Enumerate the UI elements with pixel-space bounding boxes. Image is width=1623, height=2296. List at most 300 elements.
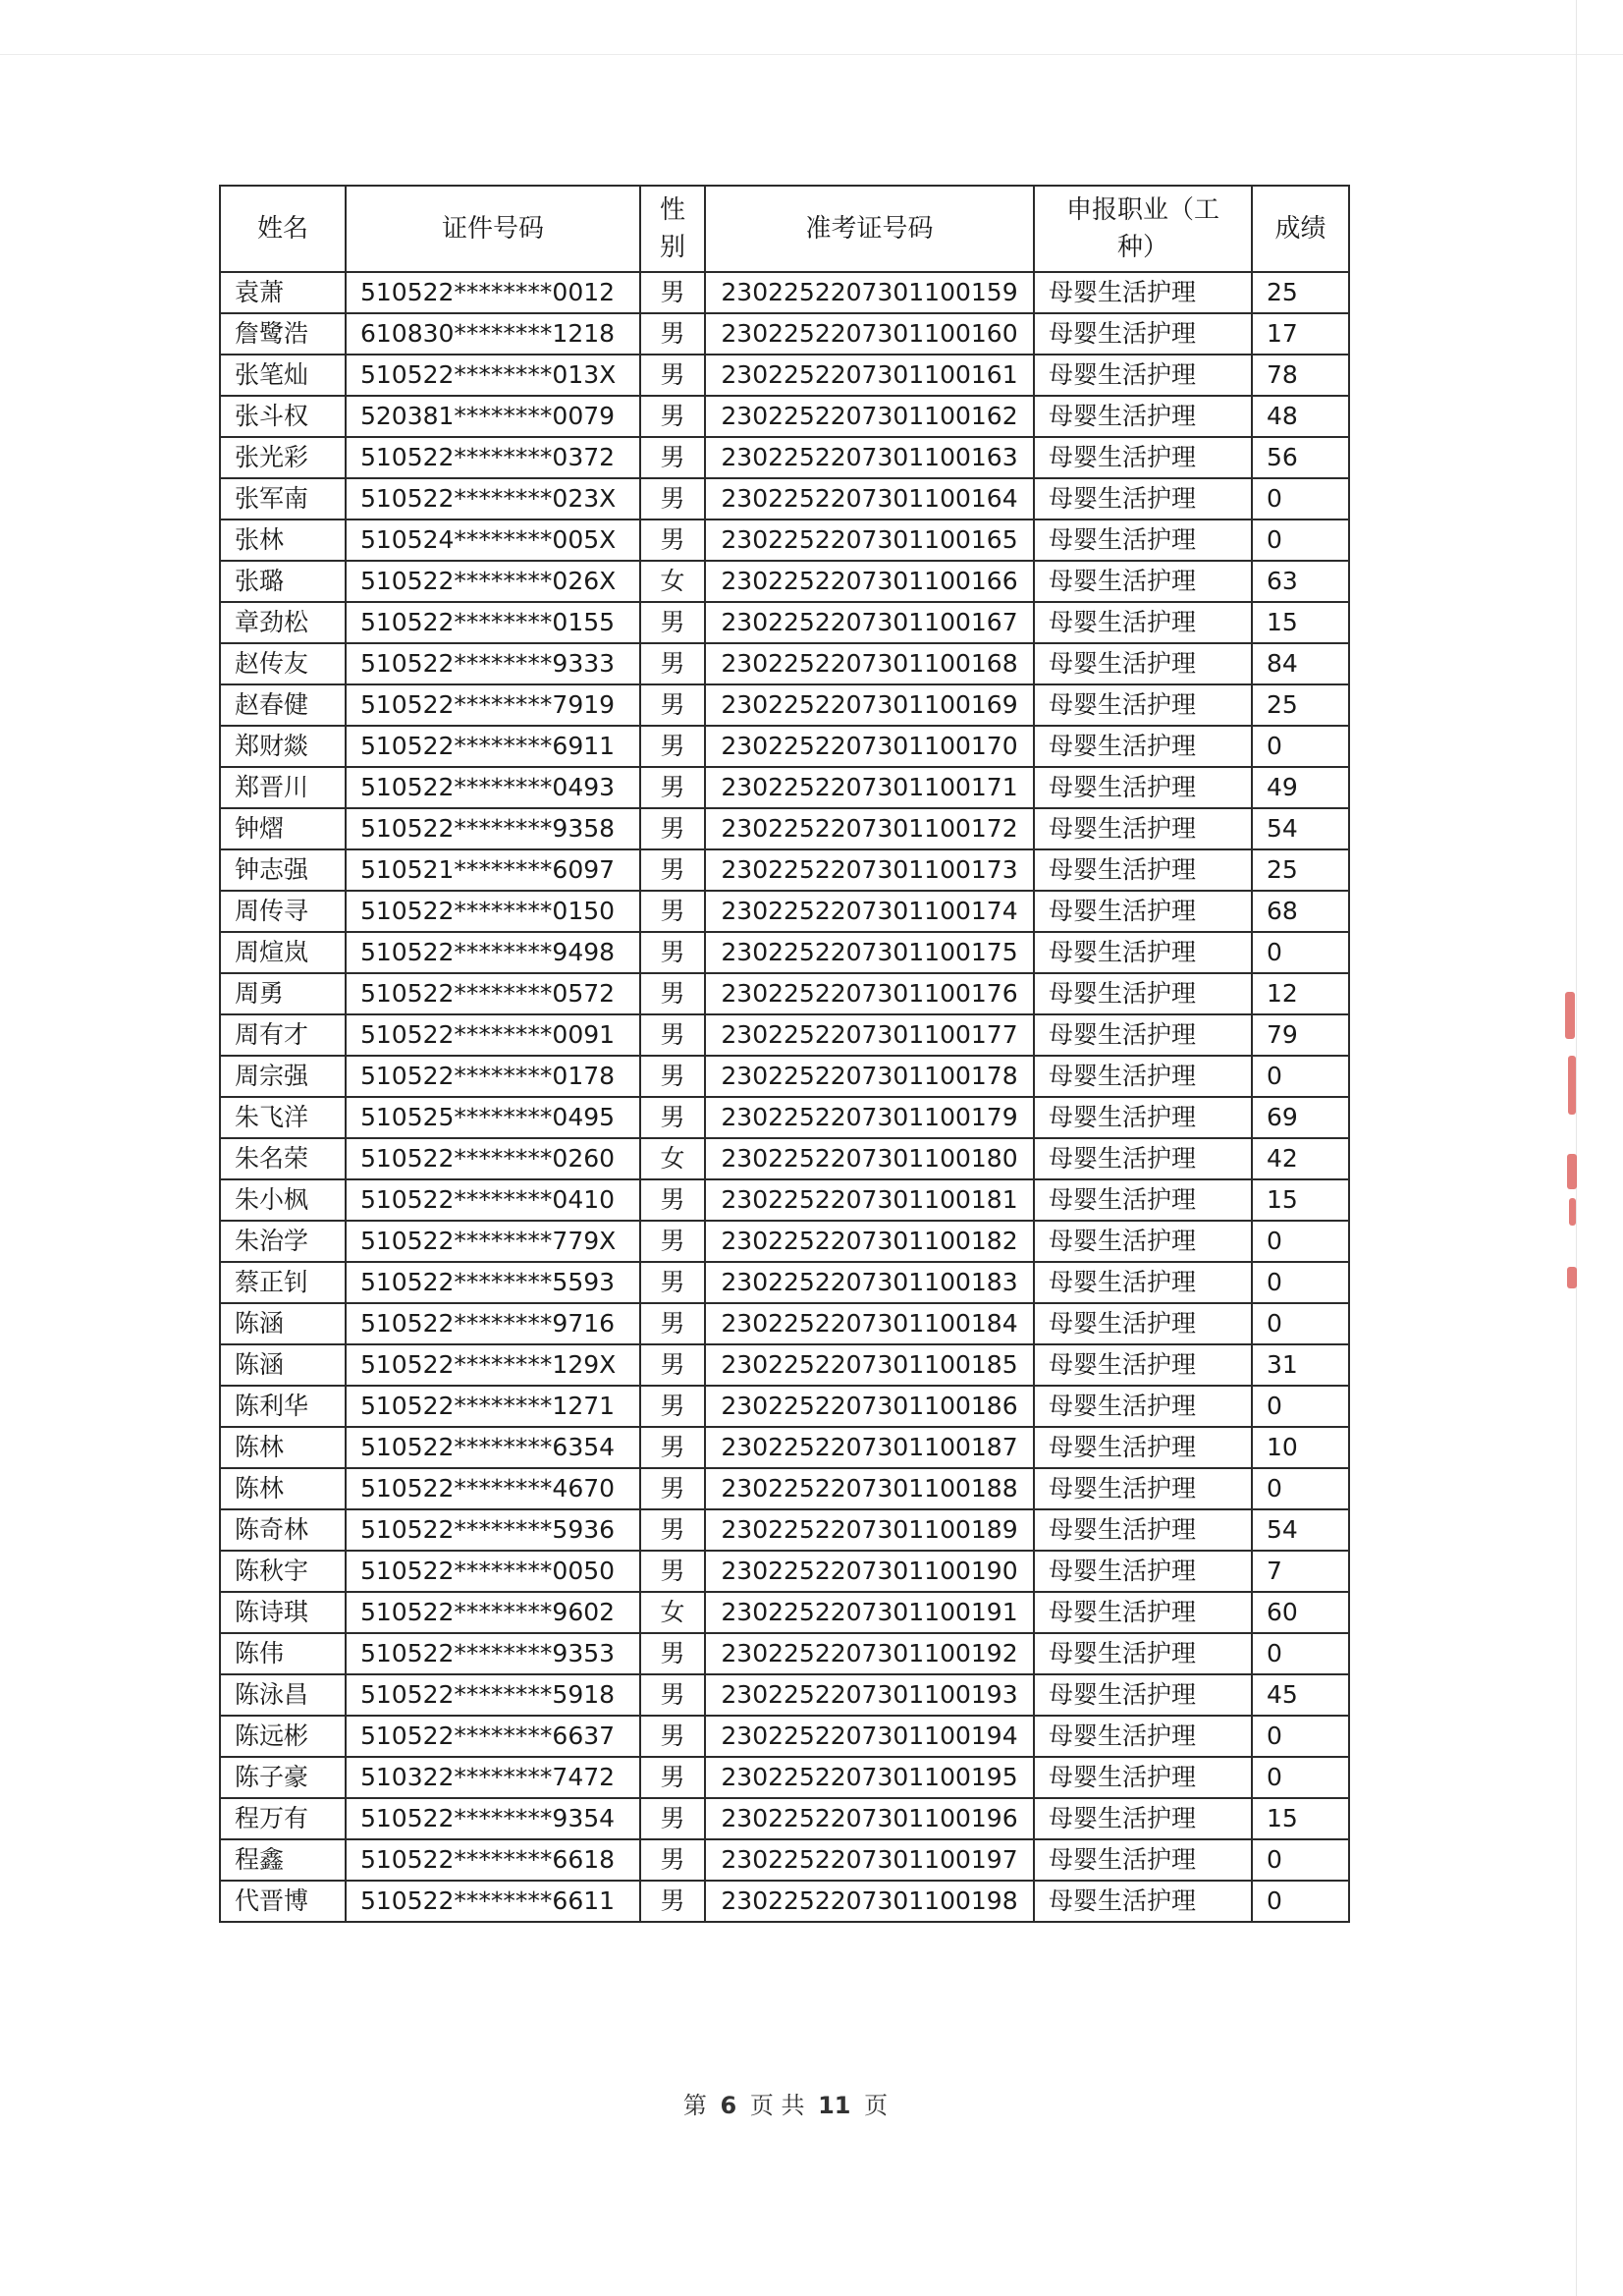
cell-name: 朱治学 — [220, 1221, 346, 1262]
cell-occupation: 母婴生活护理 — [1034, 1798, 1252, 1839]
cell-exam-number: 2302252207301100172 — [705, 808, 1034, 849]
cell-score: 12 — [1252, 973, 1349, 1014]
cell-id-number: 510522********129X — [346, 1344, 640, 1386]
cell-exam-number: 2302252207301100166 — [705, 561, 1034, 602]
cell-id-number: 510522********026X — [346, 561, 640, 602]
cell-id-number: 510522********0372 — [346, 437, 640, 478]
cell-id-number: 510522********1271 — [346, 1386, 640, 1427]
cell-score: 60 — [1252, 1592, 1349, 1633]
cell-occupation: 母婴生活护理 — [1034, 849, 1252, 891]
cell-score: 15 — [1252, 1179, 1349, 1221]
cell-name: 陈林 — [220, 1427, 346, 1468]
cell-id-number: 510525********0495 — [346, 1097, 640, 1138]
cell-score: 63 — [1252, 561, 1349, 602]
cell-occupation: 母婴生活护理 — [1034, 1592, 1252, 1633]
table-row — [220, 767, 1349, 808]
table-row — [220, 1138, 1349, 1179]
cell-name: 章劲松 — [220, 602, 346, 643]
cell-score: 0 — [1252, 478, 1349, 519]
cell-exam-number: 2302252207301100180 — [705, 1138, 1034, 1179]
cell-name: 张斗权 — [220, 396, 346, 437]
table-row — [220, 849, 1349, 891]
cell-score: 0 — [1252, 1839, 1349, 1881]
cell-exam-number: 2302252207301100164 — [705, 478, 1034, 519]
cell-occupation: 母婴生活护理 — [1034, 561, 1252, 602]
cell-id-number: 510322********7472 — [346, 1757, 640, 1798]
cell-gender: 男 — [640, 1881, 705, 1922]
cell-score: 0 — [1252, 1303, 1349, 1344]
footer-suffix: 页 — [864, 2092, 889, 2119]
cell-occupation: 母婴生活护理 — [1034, 272, 1252, 313]
table-row — [220, 1716, 1349, 1757]
cell-id-number: 510522********7919 — [346, 684, 640, 726]
cell-score: 0 — [1252, 519, 1349, 561]
cell-occupation: 母婴生活护理 — [1034, 1881, 1252, 1922]
cell-occupation: 母婴生活护理 — [1034, 1386, 1252, 1427]
cell-name: 周勇 — [220, 973, 346, 1014]
cell-exam-number: 2302252207301100159 — [705, 272, 1034, 313]
cell-score: 79 — [1252, 1014, 1349, 1056]
cell-id-number: 510522********0150 — [346, 891, 640, 932]
cell-gender: 女 — [640, 561, 705, 602]
cell-gender: 男 — [640, 1839, 705, 1881]
table-row — [220, 1427, 1349, 1468]
footer-prefix: 第 — [682, 2092, 707, 2119]
table-row — [220, 1386, 1349, 1427]
cell-id-number: 510522********9333 — [346, 643, 640, 684]
cell-exam-number: 2302252207301100193 — [705, 1674, 1034, 1716]
cell-name: 张笔灿 — [220, 355, 346, 396]
cell-score: 15 — [1252, 602, 1349, 643]
cell-occupation: 母婴生活护理 — [1034, 1468, 1252, 1509]
scan-edge-top — [0, 54, 1623, 55]
cell-id-number: 510522********779X — [346, 1221, 640, 1262]
cell-exam-number: 2302252207301100178 — [705, 1056, 1034, 1097]
table-row — [220, 519, 1349, 561]
cell-exam-number: 2302252207301100182 — [705, 1221, 1034, 1262]
cell-gender: 男 — [640, 1262, 705, 1303]
cell-name: 郑晋川 — [220, 767, 346, 808]
cell-exam-number: 2302252207301100184 — [705, 1303, 1034, 1344]
table-row — [220, 1179, 1349, 1221]
cell-id-number: 610830********1218 — [346, 313, 640, 355]
cell-gender: 女 — [640, 1592, 705, 1633]
cell-name: 周有才 — [220, 1014, 346, 1056]
table-row — [220, 561, 1349, 602]
cell-occupation: 母婴生活护理 — [1034, 1674, 1252, 1716]
table-row — [220, 1344, 1349, 1386]
table-row — [220, 1014, 1349, 1056]
cell-exam-number: 2302252207301100183 — [705, 1262, 1034, 1303]
table-row — [220, 1674, 1349, 1716]
cell-id-number: 510522********0050 — [346, 1551, 640, 1592]
cell-exam-number: 2302252207301100198 — [705, 1881, 1034, 1922]
table-row — [220, 1551, 1349, 1592]
table-row — [220, 355, 1349, 396]
cell-name: 赵春健 — [220, 684, 346, 726]
cell-gender: 男 — [640, 478, 705, 519]
cell-name: 钟熠 — [220, 808, 346, 849]
scan-edge-right — [1576, 0, 1577, 2296]
header-occupation-line1: 申报职业（工 — [1065, 195, 1219, 225]
cell-name: 陈子豪 — [220, 1757, 346, 1798]
table-row — [220, 602, 1349, 643]
cell-occupation: 母婴生活护理 — [1034, 808, 1252, 849]
table-row — [220, 1262, 1349, 1303]
cell-id-number: 510522********0012 — [346, 272, 640, 313]
cell-exam-number: 2302252207301100197 — [705, 1839, 1034, 1881]
exam-results-table — [219, 185, 1350, 1923]
cell-exam-number: 2302252207301100179 — [705, 1097, 1034, 1138]
cell-score: 0 — [1252, 1262, 1349, 1303]
cell-gender: 男 — [640, 1468, 705, 1509]
cell-id-number: 510522********4670 — [346, 1468, 640, 1509]
cell-occupation: 母婴生活护理 — [1034, 1839, 1252, 1881]
header-occupation-line2: 种） — [1116, 233, 1168, 262]
cell-gender: 男 — [640, 684, 705, 726]
cell-id-number: 510522********0178 — [346, 1056, 640, 1097]
cell-gender: 男 — [640, 313, 705, 355]
page-footer — [0, 2086, 1571, 2120]
table-row — [220, 1592, 1349, 1633]
cell-gender: 男 — [640, 1757, 705, 1798]
cell-occupation: 母婴生活护理 — [1034, 1262, 1252, 1303]
cell-score: 0 — [1252, 1633, 1349, 1674]
cell-occupation: 母婴生活护理 — [1034, 1097, 1252, 1138]
table-row — [220, 891, 1349, 932]
cell-gender: 男 — [640, 849, 705, 891]
cell-score: 0 — [1252, 1716, 1349, 1757]
header-exam-number: 准考证号码 — [705, 186, 1034, 272]
cell-score: 0 — [1252, 1056, 1349, 1097]
cell-id-number: 510522********6354 — [346, 1427, 640, 1468]
cell-gender: 男 — [640, 1344, 705, 1386]
cell-score: 56 — [1252, 437, 1349, 478]
cell-occupation: 母婴生活护理 — [1034, 767, 1252, 808]
cell-gender: 男 — [640, 643, 705, 684]
cell-id-number: 510522********9353 — [346, 1633, 640, 1674]
cell-exam-number: 2302252207301100174 — [705, 891, 1034, 932]
cell-exam-number: 2302252207301100195 — [705, 1757, 1034, 1798]
cell-occupation: 母婴生活护理 — [1034, 1551, 1252, 1592]
table-row — [220, 1468, 1349, 1509]
cell-gender: 男 — [640, 932, 705, 973]
cell-occupation: 母婴生活护理 — [1034, 478, 1252, 519]
cell-gender: 男 — [640, 437, 705, 478]
cell-name: 张光彩 — [220, 437, 346, 478]
header-name: 姓名 — [220, 186, 346, 272]
cell-score: 31 — [1252, 1344, 1349, 1386]
cell-exam-number: 2302252207301100189 — [705, 1509, 1034, 1551]
cell-exam-number: 2302252207301100194 — [705, 1716, 1034, 1757]
cell-exam-number: 2302252207301100163 — [705, 437, 1034, 478]
header-id-number: 证件号码 — [346, 186, 640, 272]
cell-occupation: 母婴生活护理 — [1034, 355, 1252, 396]
cell-gender: 男 — [640, 396, 705, 437]
cell-gender: 男 — [640, 726, 705, 767]
cell-score: 42 — [1252, 1138, 1349, 1179]
cell-exam-number: 2302252207301100165 — [705, 519, 1034, 561]
cell-id-number: 510522********023X — [346, 478, 640, 519]
cell-name: 朱名荣 — [220, 1138, 346, 1179]
cell-occupation: 母婴生活护理 — [1034, 1633, 1252, 1674]
cell-gender: 男 — [640, 1221, 705, 1262]
cell-name: 张军南 — [220, 478, 346, 519]
cell-score: 10 — [1252, 1427, 1349, 1468]
cell-score: 0 — [1252, 1881, 1349, 1922]
cell-score: 0 — [1252, 1221, 1349, 1262]
table-row — [220, 1881, 1349, 1922]
cell-id-number: 510522********0572 — [346, 973, 640, 1014]
table-row — [220, 1798, 1349, 1839]
cell-occupation: 母婴生活护理 — [1034, 726, 1252, 767]
cell-score: 54 — [1252, 808, 1349, 849]
cell-occupation: 母婴生活护理 — [1034, 1303, 1252, 1344]
header-gender-line2: 别 — [659, 233, 685, 262]
table-row — [220, 1221, 1349, 1262]
cell-gender: 男 — [640, 1551, 705, 1592]
table-row — [220, 726, 1349, 767]
cell-score: 25 — [1252, 684, 1349, 726]
table-row — [220, 272, 1349, 313]
cell-id-number: 510522********9358 — [346, 808, 640, 849]
cell-name: 詹鹭浩 — [220, 313, 346, 355]
cell-exam-number: 2302252207301100196 — [705, 1798, 1034, 1839]
cell-score: 68 — [1252, 891, 1349, 932]
cell-gender: 男 — [640, 973, 705, 1014]
cell-gender: 男 — [640, 1633, 705, 1674]
cell-id-number: 510522********6611 — [346, 1881, 640, 1922]
cell-gender: 男 — [640, 1427, 705, 1468]
cell-exam-number: 2302252207301100167 — [705, 602, 1034, 643]
cell-occupation: 母婴生活护理 — [1034, 891, 1252, 932]
cell-name: 陈林 — [220, 1468, 346, 1509]
table-row — [220, 1633, 1349, 1674]
cell-exam-number: 2302252207301100192 — [705, 1633, 1034, 1674]
cell-id-number: 510522********6911 — [346, 726, 640, 767]
cell-gender: 男 — [640, 1097, 705, 1138]
footer-middle: 页 共 — [749, 2092, 805, 2119]
table-row — [220, 1097, 1349, 1138]
cell-id-number: 510522********6637 — [346, 1716, 640, 1757]
cell-score: 69 — [1252, 1097, 1349, 1138]
cell-gender: 男 — [640, 1014, 705, 1056]
table-row — [220, 1839, 1349, 1881]
cell-name: 陈远彬 — [220, 1716, 346, 1757]
table-row — [220, 396, 1349, 437]
cell-occupation: 母婴生活护理 — [1034, 1138, 1252, 1179]
cell-name: 张璐 — [220, 561, 346, 602]
footer-total-pages: 11 — [818, 2092, 851, 2119]
header-gender — [640, 186, 705, 272]
cell-id-number: 510522********9602 — [346, 1592, 640, 1633]
table-row — [220, 643, 1349, 684]
cell-name: 朱小枫 — [220, 1179, 346, 1221]
cell-id-number: 510524********005X — [346, 519, 640, 561]
cell-gender: 男 — [640, 767, 705, 808]
seal-stamp-fragment — [1567, 1267, 1577, 1288]
table-row — [220, 1303, 1349, 1344]
table-row — [220, 478, 1349, 519]
cell-score: 0 — [1252, 726, 1349, 767]
cell-exam-number: 2302252207301100173 — [705, 849, 1034, 891]
cell-exam-number: 2302252207301100161 — [705, 355, 1034, 396]
cell-gender: 男 — [640, 1056, 705, 1097]
cell-exam-number: 2302252207301100186 — [705, 1386, 1034, 1427]
cell-name: 程鑫 — [220, 1839, 346, 1881]
cell-occupation: 母婴生活护理 — [1034, 437, 1252, 478]
cell-occupation: 母婴生活护理 — [1034, 1221, 1252, 1262]
cell-id-number: 510522********9498 — [346, 932, 640, 973]
seal-stamp-fragment — [1565, 992, 1575, 1039]
cell-id-number: 510522********0155 — [346, 602, 640, 643]
cell-occupation: 母婴生活护理 — [1034, 1179, 1252, 1221]
seal-stamp-fragment — [1568, 1056, 1576, 1115]
cell-name: 赵传友 — [220, 643, 346, 684]
cell-name: 代晋博 — [220, 1881, 346, 1922]
cell-occupation: 母婴生活护理 — [1034, 313, 1252, 355]
cell-score: 45 — [1252, 1674, 1349, 1716]
cell-occupation: 母婴生活护理 — [1034, 1509, 1252, 1551]
cell-exam-number: 2302252207301100160 — [705, 313, 1034, 355]
cell-name: 周宗强 — [220, 1056, 346, 1097]
cell-id-number: 510522********9354 — [346, 1798, 640, 1839]
cell-gender: 男 — [640, 1509, 705, 1551]
table-row — [220, 437, 1349, 478]
cell-name: 袁萧 — [220, 272, 346, 313]
cell-occupation: 母婴生活护理 — [1034, 684, 1252, 726]
table-row — [220, 932, 1349, 973]
table-row — [220, 1509, 1349, 1551]
cell-name: 陈秋宇 — [220, 1551, 346, 1592]
table-row — [220, 808, 1349, 849]
cell-score: 48 — [1252, 396, 1349, 437]
cell-name: 钟志强 — [220, 849, 346, 891]
cell-occupation: 母婴生活护理 — [1034, 1014, 1252, 1056]
cell-gender: 男 — [640, 891, 705, 932]
cell-score: 78 — [1252, 355, 1349, 396]
table-body — [220, 272, 1349, 1922]
cell-occupation: 母婴生活护理 — [1034, 396, 1252, 437]
cell-name: 陈泳昌 — [220, 1674, 346, 1716]
cell-name: 周传寻 — [220, 891, 346, 932]
cell-id-number: 510522********0410 — [346, 1179, 640, 1221]
cell-exam-number: 2302252207301100188 — [705, 1468, 1034, 1509]
cell-gender: 男 — [640, 1386, 705, 1427]
cell-gender: 男 — [640, 519, 705, 561]
cell-id-number: 510522********9716 — [346, 1303, 640, 1344]
cell-score: 84 — [1252, 643, 1349, 684]
cell-exam-number: 2302252207301100190 — [705, 1551, 1034, 1592]
table-header-row — [220, 186, 1349, 272]
cell-exam-number: 2302252207301100177 — [705, 1014, 1034, 1056]
cell-occupation: 母婴生活护理 — [1034, 1716, 1252, 1757]
cell-gender: 女 — [640, 1138, 705, 1179]
cell-name: 陈涵 — [220, 1303, 346, 1344]
cell-score: 0 — [1252, 1757, 1349, 1798]
header-score: 成绩 — [1252, 186, 1349, 272]
cell-id-number: 510522********0091 — [346, 1014, 640, 1056]
cell-score: 0 — [1252, 932, 1349, 973]
table-row — [220, 1757, 1349, 1798]
cell-name: 朱飞洋 — [220, 1097, 346, 1138]
header-occupation — [1034, 186, 1252, 272]
cell-gender: 男 — [640, 272, 705, 313]
cell-exam-number: 2302252207301100171 — [705, 767, 1034, 808]
cell-score: 54 — [1252, 1509, 1349, 1551]
cell-exam-number: 2302252207301100191 — [705, 1592, 1034, 1633]
cell-occupation: 母婴生活护理 — [1034, 1056, 1252, 1097]
cell-exam-number: 2302252207301100185 — [705, 1344, 1034, 1386]
cell-score: 0 — [1252, 1468, 1349, 1509]
cell-occupation: 母婴生活护理 — [1034, 1427, 1252, 1468]
cell-gender: 男 — [640, 1303, 705, 1344]
cell-score: 49 — [1252, 767, 1349, 808]
cell-id-number: 510522********0493 — [346, 767, 640, 808]
header-gender-line1: 性 — [659, 195, 685, 225]
cell-gender: 男 — [640, 1179, 705, 1221]
cell-name: 郑财燚 — [220, 726, 346, 767]
cell-occupation: 母婴生活护理 — [1034, 519, 1252, 561]
cell-occupation: 母婴生活护理 — [1034, 643, 1252, 684]
cell-exam-number: 2302252207301100181 — [705, 1179, 1034, 1221]
cell-gender: 男 — [640, 602, 705, 643]
cell-id-number: 510522********5593 — [346, 1262, 640, 1303]
cell-occupation: 母婴生活护理 — [1034, 1344, 1252, 1386]
table-row — [220, 313, 1349, 355]
cell-occupation: 母婴生活护理 — [1034, 973, 1252, 1014]
seal-stamp-fragment — [1567, 1154, 1577, 1189]
cell-exam-number: 2302252207301100170 — [705, 726, 1034, 767]
cell-score: 15 — [1252, 1798, 1349, 1839]
cell-occupation: 母婴生活护理 — [1034, 932, 1252, 973]
cell-gender: 男 — [640, 1798, 705, 1839]
cell-name: 陈伟 — [220, 1633, 346, 1674]
table-row — [220, 1056, 1349, 1097]
cell-exam-number: 2302252207301100176 — [705, 973, 1034, 1014]
cell-score: 17 — [1252, 313, 1349, 355]
table-row — [220, 973, 1349, 1014]
cell-gender: 男 — [640, 355, 705, 396]
cell-id-number: 510522********0260 — [346, 1138, 640, 1179]
cell-score: 0 — [1252, 1386, 1349, 1427]
cell-name: 程万有 — [220, 1798, 346, 1839]
cell-exam-number: 2302252207301100169 — [705, 684, 1034, 726]
cell-id-number: 510522********5918 — [346, 1674, 640, 1716]
cell-id-number: 510522********5936 — [346, 1509, 640, 1551]
cell-name: 陈涵 — [220, 1344, 346, 1386]
cell-id-number: 520381********0079 — [346, 396, 640, 437]
cell-name: 蔡正钊 — [220, 1262, 346, 1303]
cell-occupation: 母婴生活护理 — [1034, 602, 1252, 643]
cell-exam-number: 2302252207301100162 — [705, 396, 1034, 437]
cell-name: 陈利华 — [220, 1386, 346, 1427]
cell-gender: 男 — [640, 1674, 705, 1716]
cell-id-number: 510521********6097 — [346, 849, 640, 891]
cell-occupation: 母婴生活护理 — [1034, 1757, 1252, 1798]
cell-name: 张林 — [220, 519, 346, 561]
cell-gender: 男 — [640, 1716, 705, 1757]
table-row — [220, 684, 1349, 726]
cell-name: 陈诗琪 — [220, 1592, 346, 1633]
cell-exam-number: 2302252207301100168 — [705, 643, 1034, 684]
cell-id-number: 510522********6618 — [346, 1839, 640, 1881]
cell-score: 25 — [1252, 272, 1349, 313]
cell-exam-number: 2302252207301100175 — [705, 932, 1034, 973]
cell-name: 陈奇林 — [220, 1509, 346, 1551]
cell-name: 周煊岚 — [220, 932, 346, 973]
cell-id-number: 510522********013X — [346, 355, 640, 396]
